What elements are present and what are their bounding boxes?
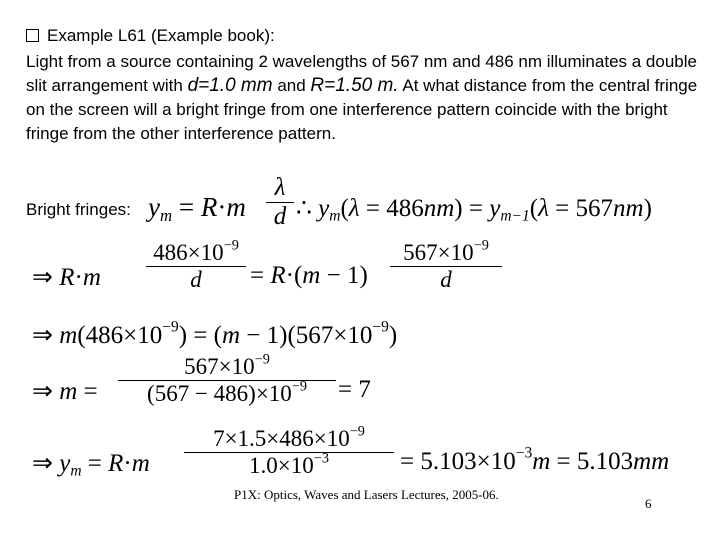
checkbox-bullet-icon xyxy=(26,29,39,42)
footer-text: P1X: Optics, Waves and Lasers Lectures, 2005-06. xyxy=(234,487,499,502)
problem-text-1: Light from a source containing 2 wavelengths of 567 nm and 486 nm illuminates a double slit arrangement with xyxy=(26,52,697,95)
problem-statement xyxy=(26,50,711,146)
slit-separation-value: d=1.0 mm xyxy=(187,75,273,96)
heading-text: Example L61 (Example book): xyxy=(47,26,275,45)
page-number: 6 xyxy=(645,496,652,511)
screen-distance-value: R=1.50 m. xyxy=(310,75,399,96)
slide-heading xyxy=(26,26,275,46)
problem-text-2: and xyxy=(272,76,311,95)
problem-text-3: At what distance from the central fringe on the screen will a bright fringe from one interference pattern coincide with the bright fringe from the other interference pattern. xyxy=(26,76,698,143)
bright-fringes-label: Bright fringes: xyxy=(26,200,131,219)
